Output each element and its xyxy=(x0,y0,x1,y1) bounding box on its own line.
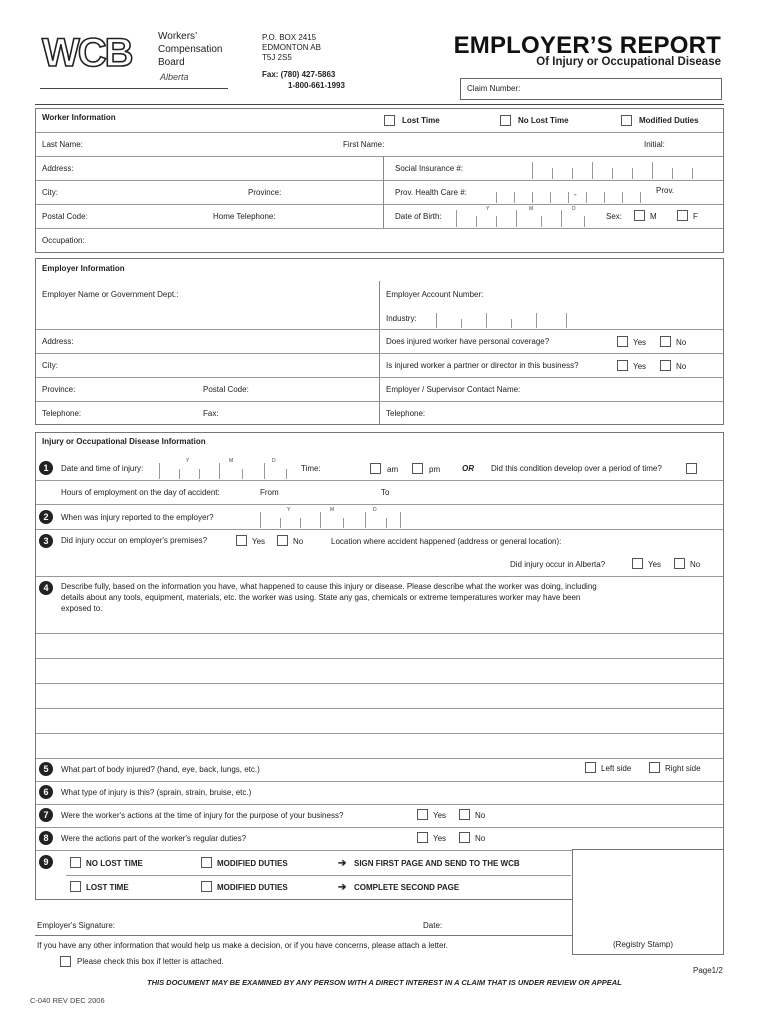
am-label: am xyxy=(387,465,399,474)
worker-city-row[interactable] xyxy=(36,180,723,205)
worker-information-section xyxy=(35,108,724,253)
period-of-time-checkbox[interactable] xyxy=(686,463,697,474)
employer-fax-label: Fax: xyxy=(203,409,219,418)
q9-lost-time-label: LOST TIME xyxy=(86,883,129,892)
dob-year-marker: Y xyxy=(486,206,490,212)
contact-name-label: Employer / Supervisor Contact Name: xyxy=(386,385,521,394)
tick xyxy=(572,168,573,179)
alberta-yes-checkbox[interactable] xyxy=(632,558,643,569)
q6-label: What type of injury is this? (sprain, strain, bruise, etc.) xyxy=(61,788,252,797)
worker-occupation-row[interactable] xyxy=(36,228,723,252)
premises-no-label: No xyxy=(293,537,304,546)
pm-label: pm xyxy=(429,465,441,474)
tick xyxy=(516,210,517,227)
tick xyxy=(199,469,200,479)
hours-from-label: From xyxy=(260,488,279,497)
q4-line-3: exposed to. xyxy=(61,604,103,613)
sex-female-checkbox[interactable] xyxy=(677,210,688,221)
tick xyxy=(561,210,562,227)
q6-injury-type-row[interactable] xyxy=(36,781,723,805)
am-checkbox[interactable] xyxy=(370,463,381,474)
arrow-right-icon: ➔ xyxy=(338,882,347,893)
business-no-label: No xyxy=(475,811,486,820)
regular-duties-no-label: No xyxy=(475,834,486,843)
partner-question: Is injured worker a partner or director in this business? xyxy=(386,361,579,370)
worker-province-label: Province: xyxy=(248,188,282,197)
regular-duties-yes-checkbox[interactable] xyxy=(417,832,428,843)
tick xyxy=(179,469,180,479)
q9-modified-duties-checkbox[interactable] xyxy=(201,857,212,868)
divider xyxy=(379,377,380,401)
letter-attached-label: Please check this box if letter is attached. xyxy=(77,957,224,966)
tick xyxy=(550,192,551,203)
premises-no-checkbox[interactable] xyxy=(277,535,288,546)
q5-body-part-row[interactable] xyxy=(36,758,723,782)
tick xyxy=(586,192,587,203)
divider xyxy=(383,180,384,204)
divider xyxy=(379,353,380,377)
partner-no-label: No xyxy=(676,362,687,371)
premises-yes-checkbox[interactable] xyxy=(236,535,247,546)
logo-text: WCB xyxy=(42,31,132,72)
letter-attached-checkbox[interactable] xyxy=(60,956,71,967)
tick xyxy=(320,512,321,528)
form-title: EMPLOYER’S REPORT xyxy=(453,32,721,59)
q4-line-1: Describe fully, based on the information you have, what happened to cause this injury or disease. Please describe what the worker was doing, including xyxy=(61,582,597,591)
q9-no-lost-time-checkbox[interactable] xyxy=(70,857,81,868)
address-line-1: P.O. BOX 2415 xyxy=(262,33,317,42)
employer-header-row xyxy=(36,259,723,281)
tick xyxy=(514,192,515,203)
header-divider xyxy=(35,104,724,105)
q1-label: Date and time of injury: xyxy=(61,464,144,473)
signature-line[interactable] xyxy=(35,935,572,936)
question-number-2: 2 xyxy=(39,510,53,524)
q9-modified-duties-2-checkbox[interactable] xyxy=(201,881,212,892)
injury-information-section xyxy=(35,432,724,900)
tick xyxy=(511,319,512,328)
worker-header-row xyxy=(36,109,723,133)
sex-male-label: M xyxy=(650,212,657,221)
tick xyxy=(386,518,387,528)
tick xyxy=(496,216,497,227)
board-line-2: Compensation xyxy=(158,44,223,55)
tick xyxy=(584,216,585,227)
worker-postal-row[interactable] xyxy=(36,204,723,229)
claim-number-label: Claim Number: xyxy=(467,84,521,93)
form-code: C-040 REV DEC 2006 xyxy=(30,996,105,1005)
left-side-label: Left side xyxy=(601,764,632,773)
address-line-3: T5J 2S5 xyxy=(262,53,292,62)
q2-month-marker: M xyxy=(330,507,335,513)
tick xyxy=(692,168,693,179)
q9-modified-duties-label: MODIFIED DUTIES xyxy=(217,859,288,868)
prov-label: Prov. xyxy=(656,186,675,195)
question-number-8: 8 xyxy=(39,831,53,845)
q7-business-purpose-row[interactable] xyxy=(36,804,723,828)
tick xyxy=(486,313,487,328)
alberta-wordmark: Alberta xyxy=(160,72,189,82)
q1-year-marker: Y xyxy=(186,458,190,464)
question-number-7: 7 xyxy=(39,808,53,822)
q9-status-block xyxy=(36,850,571,899)
tick xyxy=(260,512,261,528)
description-line[interactable] xyxy=(36,733,723,759)
q8-label: Were the actions part of the worker's regular duties? xyxy=(61,834,247,843)
registry-stamp-box xyxy=(572,849,724,955)
pm-checkbox[interactable] xyxy=(412,463,423,474)
tick xyxy=(604,192,605,203)
board-name xyxy=(158,30,222,84)
coverage-question: Does injured worker have personal coverage? xyxy=(386,337,550,346)
employer-address-row[interactable] xyxy=(36,329,723,354)
tick xyxy=(612,168,613,179)
description-line[interactable] xyxy=(36,658,723,684)
worker-postal-label: Postal Code: xyxy=(42,212,88,221)
industry-label: Industry: xyxy=(386,314,417,323)
home-telephone-label: Home Telephone: xyxy=(213,212,276,221)
tick xyxy=(300,518,301,528)
arrow-right-icon: ➔ xyxy=(338,858,347,869)
right-side-label: Right side xyxy=(665,764,701,773)
sex-female-label: F xyxy=(693,212,698,221)
complete-second-page-instruction: COMPLETE SECOND PAGE xyxy=(354,883,460,892)
tick xyxy=(632,168,633,179)
employer-province-row[interactable] xyxy=(36,377,723,402)
hours-label: Hours of employment on the day of accident: xyxy=(61,488,220,497)
divider xyxy=(379,281,380,329)
tick xyxy=(286,469,287,479)
lost-time-label: Lost Time xyxy=(402,116,440,125)
disclaimer-text: THIS DOCUMENT MAY BE EXAMINED BY ANY PERSON WITH A DIRECT INTEREST IN A CLAIM THAT IS UNDER REVIEW OR APPEAL xyxy=(147,978,622,987)
q3-label: Did injury occur on employer's premises? xyxy=(61,536,208,545)
tick xyxy=(496,192,497,203)
worker-address-label: Address: xyxy=(42,164,74,173)
worker-section-title: Worker Information xyxy=(42,113,116,122)
premises-yes-label: Yes xyxy=(252,537,266,546)
tick xyxy=(566,313,567,328)
right-side-checkbox[interactable] xyxy=(649,762,660,773)
alberta-no-label: No xyxy=(690,560,701,569)
header-underline xyxy=(40,88,228,89)
dob-day-marker: D xyxy=(572,206,576,212)
question-number-4: 4 xyxy=(39,581,53,595)
tick xyxy=(541,216,542,227)
sex-label: Sex: xyxy=(606,212,623,221)
employer-information-section xyxy=(35,258,724,425)
description-line[interactable] xyxy=(36,683,723,709)
worker-address-row[interactable] xyxy=(36,156,723,181)
tick xyxy=(476,216,477,227)
business-yes-checkbox[interactable] xyxy=(417,809,428,820)
form-subtitle: Of Injury or Occupational Disease xyxy=(536,56,721,68)
employer-address-label: Address: xyxy=(42,337,74,346)
regular-duties-yes-label: Yes xyxy=(433,834,447,843)
sign-first-page-instruction: SIGN FIRST PAGE AND SEND TO THE WCB xyxy=(354,859,520,868)
tick xyxy=(343,518,344,528)
sin-label: Social Insurance #: xyxy=(395,164,464,173)
last-name-label: Last Name: xyxy=(42,140,83,149)
employer-telephone-row[interactable] xyxy=(36,401,723,424)
employer-account-label: Employer Account Number: xyxy=(386,290,484,299)
q2-label: When was injury reported to the employer? xyxy=(61,513,214,522)
dob-month-marker: M xyxy=(529,206,534,212)
initial-label: Initial: xyxy=(644,140,665,149)
no-lost-time-checkbox[interactable] xyxy=(500,115,511,126)
worker-name-row[interactable] xyxy=(36,132,723,157)
business-yes-label: Yes xyxy=(433,811,447,820)
tick xyxy=(592,162,593,179)
or-label: OR xyxy=(462,464,474,473)
q9-no-lost-time-label: NO LOST TIME xyxy=(86,859,143,868)
tick xyxy=(400,512,401,528)
q4-line-2: details about any tools, equipment, materials, etc. the worker was using. State any gas, chemicals or extreme temperatures worker may have been xyxy=(61,593,581,602)
time-label: Time: xyxy=(301,464,321,473)
location-label: Location where accident happened (address or general location): xyxy=(331,537,562,546)
divider xyxy=(66,875,571,876)
left-side-checkbox[interactable] xyxy=(585,762,596,773)
employer-postal-label: Postal Code: xyxy=(203,385,249,394)
other-info-note: If you have any other information that would help us make a decision, or if you have concerns, please attach a letter. xyxy=(37,941,448,950)
coverage-yes-label: Yes xyxy=(633,338,647,347)
q2-day-marker: D xyxy=(373,507,377,513)
injury-section-title: Injury or Occupational Disease Information xyxy=(42,437,206,446)
q5-label: What part of body injured? (hand, eye, back, lungs, etc.) xyxy=(61,765,260,774)
tick xyxy=(264,463,265,479)
question-number-1: 1 xyxy=(39,461,53,475)
tick xyxy=(532,162,533,179)
alberta-yes-label: Yes xyxy=(648,560,662,569)
employer-signature-label: Employer's Signature: xyxy=(37,921,116,930)
alberta-no-checkbox[interactable] xyxy=(674,558,685,569)
tick xyxy=(552,168,553,179)
tick xyxy=(456,210,457,227)
question-number-6: 6 xyxy=(39,785,53,799)
question-number-9: 9 xyxy=(39,855,53,869)
tick xyxy=(280,518,281,528)
sex-male-checkbox[interactable] xyxy=(634,210,645,221)
partner-no-checkbox[interactable] xyxy=(660,360,671,371)
no-lost-time-label: No Lost Time xyxy=(518,116,569,125)
contact-telephone-label: Telephone: xyxy=(386,409,426,418)
tick xyxy=(536,313,537,328)
q9-modified-duties-2-label: MODIFIED DUTIES xyxy=(217,883,288,892)
tick xyxy=(242,469,243,479)
divider xyxy=(383,204,384,228)
tick xyxy=(365,512,366,528)
q1-month-marker: M xyxy=(229,458,234,464)
dob-label: Date of Birth: xyxy=(395,212,442,221)
employer-city-row[interactable] xyxy=(36,353,723,378)
wcb-logo xyxy=(40,30,150,72)
tick xyxy=(159,463,160,479)
q8-regular-duties-row[interactable] xyxy=(36,827,723,851)
tollfree-number: 1-800-661-1993 xyxy=(288,81,345,90)
partner-yes-checkbox[interactable] xyxy=(617,360,628,371)
address-line-2: EDMONTON AB xyxy=(262,43,321,52)
divider xyxy=(379,401,380,424)
regular-duties-no-checkbox[interactable] xyxy=(459,832,470,843)
coverage-no-label: No xyxy=(676,338,687,347)
signature-date-label: Date: xyxy=(423,921,443,930)
claim-number-field[interactable] xyxy=(460,78,722,100)
registry-stamp-label: (Registry Stamp) xyxy=(613,940,674,949)
tick xyxy=(672,168,673,179)
employer-name-label: Employer Name or Government Dept.: xyxy=(42,290,179,299)
fax-number: Fax: (780) 427-5863 xyxy=(262,70,336,79)
question-number-5: 5 xyxy=(39,762,53,776)
q2-reported-row[interactable] xyxy=(36,504,723,530)
period-of-time-question: Did this condition develop over a period of time? xyxy=(491,464,662,473)
board-line-1: Workers’ xyxy=(158,31,198,42)
tick xyxy=(640,192,641,203)
tick xyxy=(436,313,437,328)
employer-province-label: Province: xyxy=(42,385,76,394)
modified-duties-label: Modified Duties xyxy=(639,116,699,125)
occupation-label: Occupation: xyxy=(42,236,85,245)
tick xyxy=(622,192,623,203)
mailing-address xyxy=(262,33,321,63)
question-number-3: 3 xyxy=(39,534,53,548)
tick xyxy=(652,162,653,179)
employer-section-title: Employer Information xyxy=(42,264,125,273)
board-line-3: Board xyxy=(158,57,185,68)
q1-day-marker: D xyxy=(272,458,276,464)
divider xyxy=(383,156,384,180)
alberta-question: Did injury occur in Alberta? xyxy=(510,560,606,569)
tick xyxy=(568,192,569,203)
q9-lost-time-checkbox[interactable] xyxy=(70,881,81,892)
coverage-no-checkbox[interactable] xyxy=(660,336,671,347)
page-number: Page1/2 xyxy=(693,966,723,975)
lost-time-checkbox[interactable] xyxy=(384,115,395,126)
employer-name-row[interactable] xyxy=(36,281,723,330)
q7-label: Were the worker's actions at the time of injury for the purpose of your business? xyxy=(61,811,344,820)
q1-date-time-row[interactable] xyxy=(36,455,723,481)
dash: - xyxy=(574,190,577,199)
hours-to-label: To xyxy=(381,488,390,497)
description-line[interactable] xyxy=(36,633,723,659)
business-no-checkbox[interactable] xyxy=(459,809,470,820)
partner-yes-label: Yes xyxy=(633,362,647,371)
employer-telephone-label: Telephone: xyxy=(42,409,82,418)
q3-premises-row[interactable] xyxy=(36,529,723,577)
health-card-label: Prov. Health Care #: xyxy=(395,188,467,197)
first-name-label: First Name: xyxy=(343,140,385,149)
q2-year-marker: Y xyxy=(287,507,291,513)
description-line[interactable] xyxy=(36,708,723,734)
tick xyxy=(532,192,533,203)
worker-city-label: City: xyxy=(42,188,58,197)
coverage-yes-checkbox[interactable] xyxy=(617,336,628,347)
injury-header-row xyxy=(36,433,723,455)
modified-duties-checkbox[interactable] xyxy=(621,115,632,126)
tick xyxy=(219,463,220,479)
divider xyxy=(379,329,380,353)
employer-city-label: City: xyxy=(42,361,58,370)
q4-description-row[interactable] xyxy=(36,576,723,634)
tick xyxy=(461,319,462,328)
hours-of-employment-row[interactable] xyxy=(36,480,723,505)
